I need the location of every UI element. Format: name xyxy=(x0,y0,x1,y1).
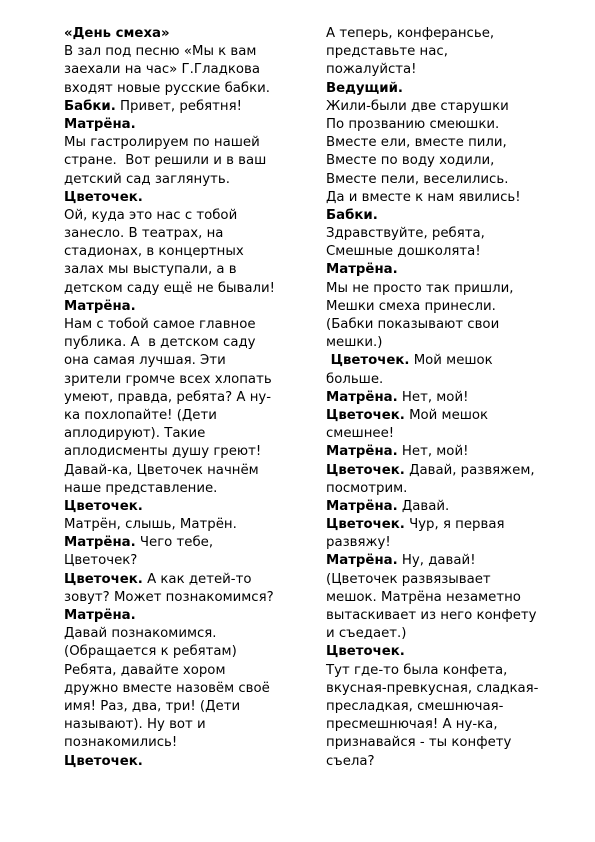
text-line: аплодисменты душу греют! xyxy=(64,444,262,460)
speaker-heading: Цветочек. xyxy=(64,498,143,514)
speaker-heading: Матрёна. xyxy=(64,298,136,314)
text-line: она самая лучшая. Эти xyxy=(64,353,226,369)
text-line: (Обращается к ребятам) xyxy=(64,644,237,660)
text-line: Давай познакомимся. xyxy=(64,626,217,642)
text-line: умеют, правда, ребята? А ну- xyxy=(64,389,272,405)
text-line xyxy=(326,407,562,425)
text-line: Вместе пели, веселились. xyxy=(326,171,509,187)
speaker-name: Матрёна. xyxy=(326,553,398,569)
speaker-name: Цветочек. xyxy=(326,517,405,533)
text-line: и съедает.) xyxy=(326,626,407,642)
text-line: Здравствуйте, ребята, xyxy=(326,226,485,242)
speaker-heading: Ведущий. xyxy=(326,80,403,96)
text-line: Жили-были две старушки xyxy=(326,98,509,114)
text-line: съела? xyxy=(326,753,375,769)
text-line xyxy=(326,443,562,461)
text-line: дружно вместе назовём своё xyxy=(64,680,270,696)
text-line xyxy=(326,552,562,570)
text-line: Ой, куда это нас с тобой xyxy=(64,207,238,223)
text-line: Ребята, давайте хором xyxy=(64,662,226,678)
text-line: представьте нас, xyxy=(326,44,448,60)
text-line: наше представление. xyxy=(64,480,218,496)
speaker-line: Давай. xyxy=(397,498,450,514)
speaker-heading: Цветочек. xyxy=(326,644,405,660)
left-column xyxy=(64,25,300,771)
text-line: зовут? Может познакомимся? xyxy=(64,589,274,605)
speaker-line: Мой мешок xyxy=(409,353,493,369)
text-line xyxy=(64,98,300,116)
text-line: заехали на час» Г.Гладкова xyxy=(64,62,260,78)
text-line: детский сад заглянуть. xyxy=(64,171,230,187)
text-line xyxy=(326,516,562,534)
text-line: ка похлопайте! (Дети xyxy=(64,407,217,423)
speaker-name: Матрёна. xyxy=(326,498,398,514)
speaker-line: Чего тебе, xyxy=(135,535,214,551)
speaker-heading: «День смеха» xyxy=(64,26,170,41)
speaker-name: Матрёна. xyxy=(326,389,398,405)
text-line: вытаскивает из него конфету xyxy=(326,608,537,623)
text-line: Мы не просто так пришли, xyxy=(326,280,514,296)
speaker-heading: Цветочек. xyxy=(64,189,143,205)
text-line: развяжу! xyxy=(326,535,391,551)
text-line: стране. Вот решили и в ваш xyxy=(64,153,267,169)
text-line: А теперь, конферансье, xyxy=(326,26,495,41)
text-line xyxy=(64,534,300,552)
text-line: пресмешнючая! А ну-ка, xyxy=(326,717,498,733)
text-line: публика. А в детском саду xyxy=(64,335,256,351)
text-line: Мы гастролируем по нашей xyxy=(64,135,260,151)
text-line: По прозванию смеюшки. xyxy=(326,116,500,132)
text-line: входят новые русские бабки. xyxy=(64,80,271,96)
text-line: пожалуйста! xyxy=(326,62,417,78)
text-line: мешки.) xyxy=(326,335,383,351)
text-line: Вместе ели, вместе пили, xyxy=(326,135,507,151)
speaker-line: Чур, я первая xyxy=(404,517,505,533)
speaker-heading: Матрёна. xyxy=(64,116,136,132)
text-line: (Цветочек развязывает xyxy=(326,571,491,587)
text-line: мешок. Матрёна незаметно xyxy=(326,589,521,605)
text-line: детском саду ещё не бывали! xyxy=(64,280,275,296)
text-line: стадионах, в концертных xyxy=(64,244,244,260)
speaker-heading: Бабки. xyxy=(326,207,378,223)
text-line: (Бабки показывают свои xyxy=(326,317,500,332)
text-line xyxy=(64,571,300,589)
text-line xyxy=(326,389,562,407)
speaker-heading: Матрёна. xyxy=(326,262,398,278)
text-line: имя! Раз, два, три! (Дети xyxy=(64,698,241,714)
speaker-line: Давай, развяжем, xyxy=(404,462,535,478)
speaker-name: Бабки. xyxy=(64,98,116,114)
text-line: Тут где-то была конфета, xyxy=(326,662,508,678)
speaker-line: Ну, давай! xyxy=(397,553,476,569)
text-line: признавайся - ты конфету xyxy=(326,735,512,751)
speaker-line: Привет, ребятня! xyxy=(115,98,242,114)
text-line: Да и вместе к нам явились! xyxy=(326,189,521,205)
speaker-line: А как детей-то xyxy=(142,571,252,587)
text-line: называют). Ну вот и xyxy=(64,717,206,733)
text-line: Матрён, слышь, Матрён. xyxy=(64,517,237,533)
speaker-name: Цветочек. xyxy=(326,462,405,478)
text-line: Мешки смеха принесли. xyxy=(326,298,496,314)
text-line: зрители громче всех хлопать xyxy=(64,371,272,387)
text-line: Давай-ка, Цветочек начнём xyxy=(64,462,259,478)
text-line xyxy=(326,462,562,480)
text-line: аплодируют). Такие xyxy=(64,426,206,442)
text-line: Смешные дошколята! xyxy=(326,244,481,260)
text-line: больше. xyxy=(326,371,384,387)
text-line: познакомились! xyxy=(64,735,178,751)
text-line: пресладкая, смешнючая- xyxy=(326,698,504,714)
right-column xyxy=(326,25,562,771)
text-line xyxy=(326,352,562,370)
speaker-name: Матрёна. xyxy=(64,535,136,551)
text-line xyxy=(326,498,562,516)
speaker-name: Матрёна. xyxy=(326,444,398,460)
text-line: Нам с тобой самое главное xyxy=(64,317,256,332)
speaker-name: Цветочек. xyxy=(326,353,410,369)
speaker-heading: Цветочек. xyxy=(64,753,143,769)
text-line: смешнее! xyxy=(326,426,395,442)
speaker-name: Цветочек. xyxy=(326,407,405,423)
text-line: залах мы выступали, а в xyxy=(64,262,237,278)
text-line: посмотрим. xyxy=(326,480,408,496)
speaker-line: Мой мешок xyxy=(404,407,489,423)
speaker-line: Нет, мой! xyxy=(397,389,469,405)
text-line: В зал под песню «Мы к вам xyxy=(64,44,257,60)
text-line: Цветочек? xyxy=(64,553,138,569)
speaker-name: Цветочек. xyxy=(64,571,143,587)
text-line: Вместе по воду ходили, xyxy=(326,153,495,169)
speaker-heading: Матрёна. xyxy=(64,608,136,623)
speaker-line: Нет, мой! xyxy=(397,444,469,460)
text-line: вкусная-превкусная, сладкая- xyxy=(326,680,539,696)
text-line: занесло. В театрах, на xyxy=(64,226,224,242)
